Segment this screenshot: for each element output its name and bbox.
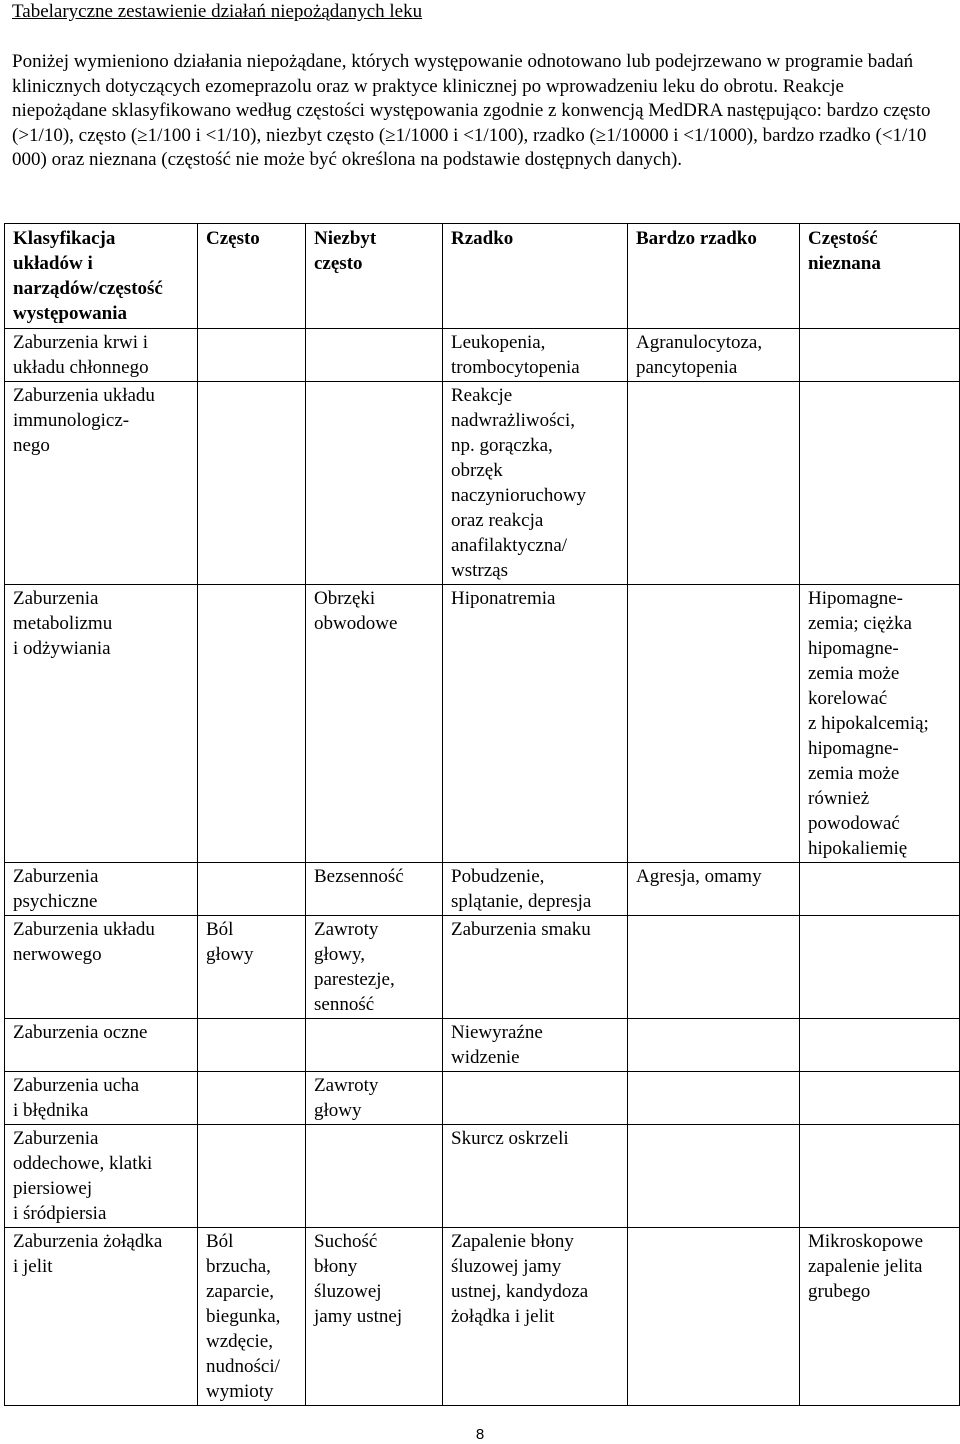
cell-system-organ-class: Zaburzenia układu immunologicz- nego [5, 382, 198, 585]
cell-common: Ból brzucha, zaparcie, biegunka, wzdęcie, nudności/ wymioty [198, 1228, 306, 1406]
header-uncommon: Niezbyt często [306, 224, 443, 329]
cell-not-known [800, 863, 960, 916]
cell-uncommon: Zawroty głowy [306, 1072, 443, 1125]
cell-very-rare: Agresja, omamy [628, 863, 800, 916]
cell-uncommon [306, 382, 443, 585]
cell-rare: Zapalenie błony śluzowej jamy ustnej, kandydoza żołądka i jelit [443, 1228, 628, 1406]
cell-very-rare [628, 1125, 800, 1228]
cell-not-known [800, 916, 960, 1019]
page-number: 8 [475, 1426, 485, 1443]
cell-system-organ-class: Zaburzenia oddechowe, klatki piersiowej i śródpiersia [5, 1125, 198, 1228]
table-row [5, 1072, 960, 1125]
cell-uncommon [306, 329, 443, 382]
table-header-row [5, 224, 960, 329]
cell-rare: Niewyraźne widzenie [443, 1019, 628, 1072]
adverse-reactions-table [4, 223, 960, 1406]
cell-very-rare [628, 1228, 800, 1406]
cell-not-known: Mikroskopowe zapalenie jelita grubego [800, 1228, 960, 1406]
cell-very-rare [628, 1019, 800, 1072]
header-system-organ-class: Klasyfikacja układów i narządów/częstość występowania [5, 224, 198, 329]
cell-not-known [800, 382, 960, 585]
table-header [5, 224, 960, 329]
cell-rare: Hiponatremia [443, 585, 628, 863]
cell-system-organ-class: Zaburzenia metabolizmu i odżywiania [5, 585, 198, 863]
cell-common [198, 1072, 306, 1125]
intro-paragraph: Poniżej wymieniono działania niepożądane, których występowanie odnotowano lub podejrzewano w programie badań klinicznych dotyczących ezomeprazolu oraz w praktyce klinicznej po wprowadzeniu leku do obrotu. Reakcje niepożądane sklasyfikowano według częstości występowania zgodnie z konwencją MedDRA następująco: bardzo często (>1/10), często (≥1/100 i <1/10), niezbyt często (≥1/1000 i <1/100), rzadko (≥1/10000 i <1/1000), bardzo rzadko (<1/10 000) oraz nieznana (częstość nie może być określona na podstawie dostępnych danych). [12, 51, 931, 171]
cell-not-known: Hipomagne- zemia; ciężka hipomagne- zemia może korelować z hipokalcemią; hipomagne- zemia może również powodować hipokaliemię [800, 585, 960, 863]
table-body [5, 329, 960, 1406]
table-row [5, 863, 960, 916]
cell-system-organ-class: Zaburzenia psychiczne [5, 863, 198, 916]
cell-not-known [800, 329, 960, 382]
table-row [5, 1019, 960, 1072]
cell-rare: Leukopenia, trombocytopenia [443, 329, 628, 382]
cell-rare: Zaburzenia smaku [443, 916, 628, 1019]
header-common: Często [198, 224, 306, 329]
cell-common [198, 1125, 306, 1228]
cell-common [198, 329, 306, 382]
cell-very-rare: Agranulocytoza, pancytopenia [628, 329, 800, 382]
cell-rare: Pobudzenie, splątanie, depresja [443, 863, 628, 916]
header-very-rare: Bardzo rzadko [628, 224, 800, 329]
cell-not-known [800, 1019, 960, 1072]
table-row [5, 1125, 960, 1228]
table-row [5, 382, 960, 585]
cell-common: Ból głowy [198, 916, 306, 1019]
cell-very-rare [628, 382, 800, 585]
cell-rare: Skurcz oskrzeli [443, 1125, 628, 1228]
cell-very-rare [628, 585, 800, 863]
cell-rare [443, 1072, 628, 1125]
cell-system-organ-class: Zaburzenia układu nerwowego [5, 916, 198, 1019]
cell-uncommon [306, 1125, 443, 1228]
cell-common [198, 1019, 306, 1072]
table-row [5, 916, 960, 1019]
cell-not-known [800, 1072, 960, 1125]
cell-system-organ-class: Zaburzenia żołądka i jelit [5, 1228, 198, 1406]
cell-very-rare [628, 1072, 800, 1125]
cell-uncommon: Suchość błony śluzowej jamy ustnej [306, 1228, 443, 1406]
cell-uncommon: Zawroty głowy, parestezje, senność [306, 916, 443, 1019]
table-row [5, 1228, 960, 1406]
cell-common [198, 382, 306, 585]
cell-uncommon: Bezsenność [306, 863, 443, 916]
cell-uncommon [306, 1019, 443, 1072]
table-row [5, 585, 960, 863]
cell-uncommon: Obrzęki obwodowe [306, 585, 443, 863]
document-heading: Tabelaryczne zestawienie działań niepożądanych leku [12, 1, 423, 22]
cell-system-organ-class: Zaburzenia krwi i układu chłonnego [5, 329, 198, 382]
cell-not-known [800, 1125, 960, 1228]
header-not-known: Częstość nieznana [800, 224, 960, 329]
cell-system-organ-class: Zaburzenia ucha i błędnika [5, 1072, 198, 1125]
cell-common [198, 585, 306, 863]
cell-system-organ-class: Zaburzenia oczne [5, 1019, 198, 1072]
cell-very-rare [628, 916, 800, 1019]
table-row [5, 329, 960, 382]
cell-rare: Reakcje nadwrażliwości, np. gorączka, obrzęk naczynioruchowy oraz reakcja anafilaktyczna/ wstrząs [443, 382, 628, 585]
header-rare: Rzadko [443, 224, 628, 329]
cell-common [198, 863, 306, 916]
